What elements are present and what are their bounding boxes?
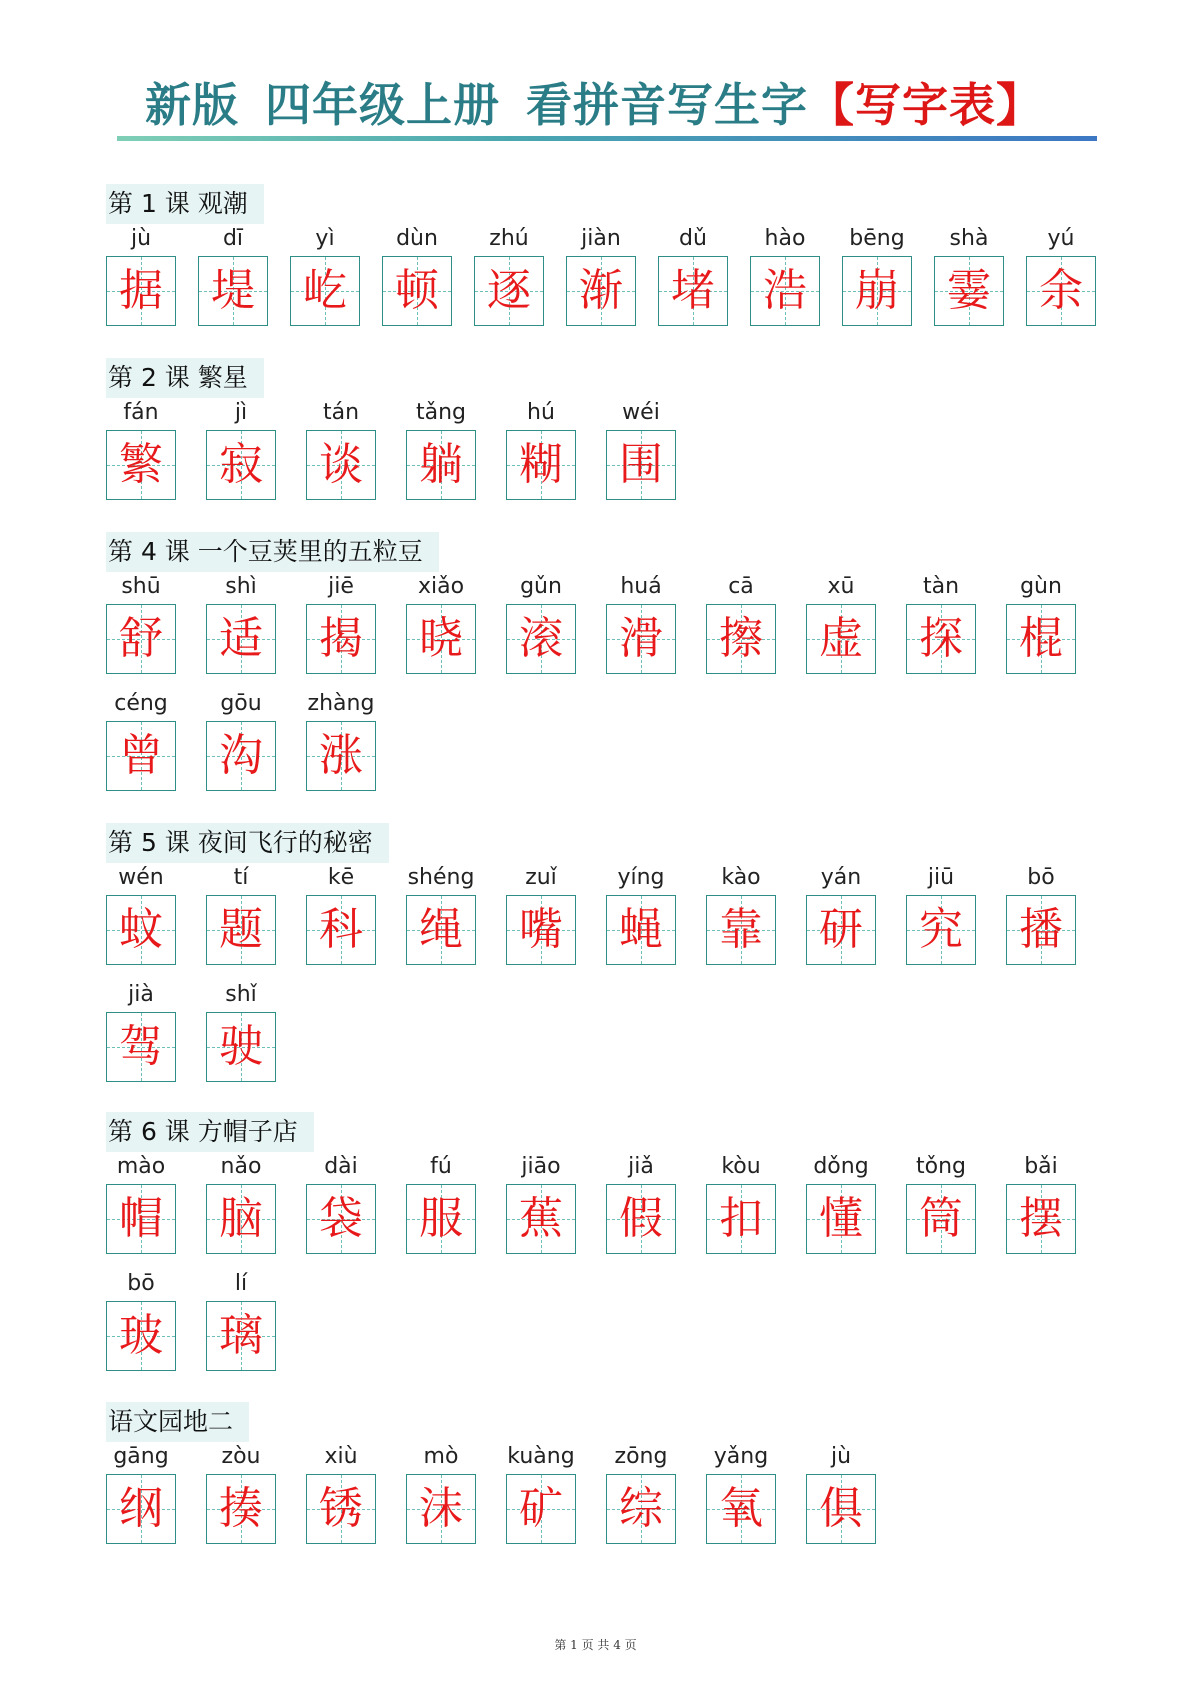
lesson-title: 第 4 课 一个豆荚里的五粒豆 xyxy=(106,532,439,572)
page-number: 第 1 页 共 4 页 xyxy=(554,1638,637,1652)
hanzi-character: 驾 xyxy=(119,1021,163,1072)
pinyin-label: jiū xyxy=(927,865,955,890)
lesson-section-4 xyxy=(106,532,1063,789)
pinyin-label: wén xyxy=(118,865,164,890)
char-grid xyxy=(106,863,1063,1080)
lesson-title: 第 1 课 观潮 xyxy=(106,184,264,224)
char-grid xyxy=(106,398,663,498)
hanzi-character: 逐 xyxy=(487,265,531,316)
hanzi-character: 适 xyxy=(219,613,263,664)
hanzi-character: 锈 xyxy=(319,1483,363,1534)
char-cell xyxy=(842,224,912,326)
pinyin-label: jiē xyxy=(328,574,354,599)
tianzige-box xyxy=(206,1184,276,1254)
hanzi-character: 寂 xyxy=(219,439,263,490)
hanzi-character: 余 xyxy=(1039,265,1083,316)
pinyin-label: dài xyxy=(324,1154,358,1179)
pinyin-label: yǎng xyxy=(713,1444,769,1469)
tianzige-box xyxy=(906,895,976,965)
pinyin-label: xiǎo xyxy=(417,574,465,599)
hanzi-character: 综 xyxy=(619,1483,663,1534)
tianzige-box xyxy=(206,604,276,674)
char-cell xyxy=(906,1152,976,1254)
pinyin-label: lí xyxy=(234,1271,248,1296)
pinyin-label: dǔ xyxy=(679,226,707,251)
hanzi-character: 懂 xyxy=(819,1193,863,1244)
hanzi-character: 玻 xyxy=(119,1310,163,1361)
char-cell xyxy=(806,1442,876,1544)
tianzige-box xyxy=(1026,256,1096,326)
char-cell xyxy=(706,572,776,674)
hanzi-character: 躺 xyxy=(419,439,463,490)
pinyin-label: jiàn xyxy=(581,226,621,251)
hanzi-character: 纲 xyxy=(119,1483,163,1534)
lesson-title: 语文园地二 xyxy=(106,1402,249,1442)
pinyin-label: gōu xyxy=(220,691,262,716)
title-subject: 看拼音写生字 xyxy=(526,78,808,132)
char-cell xyxy=(206,863,276,965)
char-cell xyxy=(406,398,476,500)
pinyin-label: shà xyxy=(949,226,989,251)
tianzige-box xyxy=(206,1301,276,1371)
pinyin-label: hào xyxy=(764,226,806,251)
tianzige-box xyxy=(506,1474,576,1544)
hanzi-character: 曾 xyxy=(119,730,163,781)
hanzi-character: 涨 xyxy=(319,730,363,781)
tianzige-box xyxy=(406,430,476,500)
hanzi-character: 蝇 xyxy=(619,904,663,955)
pinyin-label: zhàng xyxy=(307,691,375,716)
pinyin-label: yú xyxy=(1047,226,1075,251)
tianzige-box xyxy=(606,1474,676,1544)
char-cell xyxy=(106,689,176,791)
char-cell xyxy=(382,224,452,326)
char-cell xyxy=(706,863,776,965)
char-grid xyxy=(106,1152,1063,1369)
pinyin-label: zòu xyxy=(221,1444,261,1469)
pinyin-label: gùn xyxy=(1020,574,1062,599)
char-cell xyxy=(306,1152,376,1254)
tianzige-box xyxy=(406,895,476,965)
hanzi-character: 服 xyxy=(419,1193,463,1244)
char-cell xyxy=(206,1269,276,1371)
tianzige-box xyxy=(306,895,376,965)
tianzige-box xyxy=(1006,895,1076,965)
tianzige-box xyxy=(198,256,268,326)
hanzi-character: 帽 xyxy=(119,1193,163,1244)
hanzi-character: 棍 xyxy=(1019,613,1063,664)
tianzige-box xyxy=(206,721,276,791)
hanzi-character: 氧 xyxy=(719,1483,763,1534)
hanzi-character: 揭 xyxy=(319,613,363,664)
hanzi-character: 蚊 xyxy=(119,904,163,955)
hanzi-character: 靠 xyxy=(719,904,763,955)
hanzi-character: 探 xyxy=(919,613,963,664)
char-cell xyxy=(206,572,276,674)
pinyin-label: nǎo xyxy=(220,1154,262,1179)
tianzige-box xyxy=(706,1474,776,1544)
tianzige-box xyxy=(306,721,376,791)
char-cell xyxy=(106,1152,176,1254)
pinyin-label: shì xyxy=(225,574,257,599)
hanzi-character: 假 xyxy=(619,1193,663,1244)
tianzige-box xyxy=(1006,604,1076,674)
hanzi-character: 堵 xyxy=(671,265,715,316)
char-cell xyxy=(658,224,728,326)
tianzige-box xyxy=(806,604,876,674)
tianzige-box xyxy=(406,1184,476,1254)
pinyin-label: yíng xyxy=(617,865,665,890)
pinyin-label: bēng xyxy=(849,226,905,251)
tianzige-box xyxy=(106,1012,176,1082)
char-cell xyxy=(506,863,576,965)
hanzi-character: 糊 xyxy=(519,439,563,490)
tianzige-box xyxy=(606,430,676,500)
char-cell xyxy=(906,572,976,674)
char-cell xyxy=(506,572,576,674)
hanzi-character: 究 xyxy=(919,904,963,955)
char-cell xyxy=(206,1442,276,1544)
char-cell xyxy=(474,224,544,326)
char-cell xyxy=(706,1442,776,1544)
tianzige-box xyxy=(658,256,728,326)
char-grid xyxy=(106,572,1063,789)
pinyin-label: gāng xyxy=(113,1444,169,1469)
pinyin-label: shū xyxy=(121,574,161,599)
pinyin-label: fán xyxy=(123,400,159,425)
char-cell xyxy=(506,398,576,500)
pinyin-label: zuǐ xyxy=(525,865,557,890)
hanzi-character: 璃 xyxy=(219,1310,263,1361)
hanzi-character: 袋 xyxy=(319,1193,363,1244)
tianzige-box xyxy=(106,604,176,674)
pinyin-label: yán xyxy=(820,865,862,890)
hanzi-character: 据 xyxy=(119,265,163,316)
pinyin-label: jiāo xyxy=(521,1154,561,1179)
pinyin-label: bō xyxy=(1027,865,1055,890)
char-cell xyxy=(934,224,1004,326)
tianzige-box xyxy=(306,430,376,500)
pinyin-label: wéi xyxy=(622,400,660,425)
tianzige-box xyxy=(1006,1184,1076,1254)
char-cell xyxy=(1006,863,1076,965)
hanzi-character: 研 xyxy=(819,904,863,955)
pinyin-label: dī xyxy=(222,226,244,251)
pinyin-label: fú xyxy=(430,1154,452,1179)
char-cell xyxy=(106,1269,176,1371)
tianzige-box xyxy=(206,430,276,500)
title-grade: 四年级上册 xyxy=(265,78,500,132)
char-cell xyxy=(206,398,276,500)
pinyin-label: jiǎ xyxy=(628,1154,654,1179)
hanzi-character: 虚 xyxy=(819,613,863,664)
hanzi-character: 科 xyxy=(319,904,363,955)
pinyin-label: shéng xyxy=(407,865,475,890)
hanzi-character: 嘴 xyxy=(519,904,563,955)
hanzi-character: 揍 xyxy=(219,1483,263,1534)
tianzige-box xyxy=(934,256,1004,326)
tianzige-box xyxy=(806,1184,876,1254)
char-cell xyxy=(806,1152,876,1254)
hanzi-character: 围 xyxy=(619,439,663,490)
char-grid xyxy=(106,1442,863,1542)
char-cell xyxy=(606,863,676,965)
hanzi-character: 浩 xyxy=(763,265,807,316)
title-tag: 【写字表】 xyxy=(808,78,1043,132)
char-cell xyxy=(1006,572,1076,674)
hanzi-character: 堤 xyxy=(211,265,255,316)
tianzige-box xyxy=(842,256,912,326)
char-cell xyxy=(106,980,176,1082)
title-edition: 新版 xyxy=(145,78,239,132)
char-cell xyxy=(606,1442,676,1544)
hanzi-character: 擦 xyxy=(719,613,763,664)
tianzige-box xyxy=(706,895,776,965)
hanzi-character: 沟 xyxy=(219,730,263,781)
char-cell xyxy=(506,1442,576,1544)
char-cell xyxy=(306,572,376,674)
tianzige-box xyxy=(406,604,476,674)
pinyin-label: mào xyxy=(116,1154,166,1179)
page-title xyxy=(145,72,1043,138)
tianzige-box xyxy=(706,1184,776,1254)
hanzi-character: 播 xyxy=(1019,904,1063,955)
tianzige-box xyxy=(750,256,820,326)
hanzi-character: 繁 xyxy=(119,439,163,490)
hanzi-character: 晓 xyxy=(419,613,463,664)
char-cell xyxy=(606,1152,676,1254)
char-cell xyxy=(290,224,360,326)
char-cell xyxy=(206,1152,276,1254)
pinyin-label: gǔn xyxy=(520,574,562,599)
char-cell xyxy=(106,224,176,326)
char-cell xyxy=(306,1442,376,1544)
tianzige-box xyxy=(306,1184,376,1254)
hanzi-character: 谈 xyxy=(319,439,363,490)
tianzige-box xyxy=(506,430,576,500)
lesson-section-6 xyxy=(106,1112,1063,1369)
tianzige-box xyxy=(382,256,452,326)
char-cell xyxy=(706,1152,776,1254)
tianzige-box xyxy=(906,604,976,674)
char-cell xyxy=(206,980,276,1082)
pinyin-label: kào xyxy=(721,865,761,890)
pinyin-label: cā xyxy=(728,574,754,599)
char-cell xyxy=(306,689,376,791)
char-cell xyxy=(1026,224,1096,326)
tianzige-box xyxy=(206,895,276,965)
char-cell xyxy=(750,224,820,326)
hanzi-character: 蕉 xyxy=(519,1193,563,1244)
hanzi-character: 滑 xyxy=(619,613,663,664)
tianzige-box xyxy=(106,895,176,965)
lesson-title: 第 6 课 方帽子店 xyxy=(106,1112,314,1152)
tianzige-box xyxy=(306,1474,376,1544)
char-cell xyxy=(806,572,876,674)
pinyin-label: kē xyxy=(327,865,355,890)
char-cell xyxy=(906,863,976,965)
char-cell xyxy=(506,1152,576,1254)
pinyin-label: shǐ xyxy=(225,982,257,1007)
pinyin-label: yì xyxy=(315,226,335,251)
pinyin-label: céng xyxy=(114,691,168,716)
pinyin-label: tǒng xyxy=(916,1154,966,1179)
pinyin-label: hú xyxy=(527,400,555,425)
char-cell xyxy=(1006,1152,1076,1254)
tianzige-box xyxy=(566,256,636,326)
tianzige-box xyxy=(106,256,176,326)
title-underline xyxy=(117,136,1097,141)
pinyin-label: zhú xyxy=(489,226,529,251)
pinyin-label: tí xyxy=(233,865,249,890)
char-cell xyxy=(106,1442,176,1544)
tianzige-box xyxy=(106,1184,176,1254)
pinyin-label: jì xyxy=(234,400,248,425)
hanzi-character: 题 xyxy=(219,904,263,955)
hanzi-character: 崩 xyxy=(855,265,899,316)
tianzige-box xyxy=(606,1184,676,1254)
pinyin-label: tǎng xyxy=(415,400,466,425)
char-cell xyxy=(106,572,176,674)
char-cell xyxy=(198,224,268,326)
pinyin-label: dǒng xyxy=(813,1154,869,1179)
hanzi-character: 扣 xyxy=(719,1193,763,1244)
hanzi-character: 绳 xyxy=(419,904,463,955)
lesson-title: 第 5 课 夜间飞行的秘密 xyxy=(106,823,389,863)
lesson-section-1 xyxy=(106,184,1083,324)
char-cell xyxy=(406,1152,476,1254)
tianzige-box xyxy=(106,721,176,791)
pinyin-label: bǎi xyxy=(1024,1154,1058,1179)
pinyin-label: jià xyxy=(128,982,154,1007)
hanzi-character: 俱 xyxy=(819,1483,863,1534)
char-cell xyxy=(306,398,376,500)
char-cell xyxy=(406,572,476,674)
tianzige-box xyxy=(206,1474,276,1544)
tianzige-box xyxy=(506,1184,576,1254)
pinyin-label: dùn xyxy=(396,226,438,251)
char-cell xyxy=(306,863,376,965)
hanzi-character: 矿 xyxy=(519,1483,563,1534)
tianzige-box xyxy=(206,1012,276,1082)
char-cell xyxy=(106,863,176,965)
tianzige-box xyxy=(474,256,544,326)
hanzi-character: 顿 xyxy=(395,265,439,316)
tianzige-box xyxy=(706,604,776,674)
hanzi-character: 脑 xyxy=(219,1193,263,1244)
tianzige-box xyxy=(106,430,176,500)
pinyin-label: tán xyxy=(322,400,360,425)
char-grid xyxy=(106,224,1083,324)
tianzige-box xyxy=(606,895,676,965)
char-cell xyxy=(566,224,636,326)
char-cell xyxy=(606,398,676,500)
pinyin-label: bō xyxy=(127,1271,155,1296)
pinyin-label: jù xyxy=(830,1444,852,1469)
lesson-title: 第 2 课 繁星 xyxy=(106,358,264,398)
hanzi-character: 摆 xyxy=(1019,1193,1063,1244)
tianzige-box xyxy=(406,1474,476,1544)
tianzige-box xyxy=(606,604,676,674)
tianzige-box xyxy=(306,604,376,674)
page-header xyxy=(117,72,1097,152)
lesson-section-2 xyxy=(106,358,663,498)
char-cell xyxy=(406,1442,476,1544)
lesson-section-garden xyxy=(106,1402,863,1542)
hanzi-character: 驶 xyxy=(219,1021,263,1072)
tianzige-box xyxy=(906,1184,976,1254)
char-cell xyxy=(806,863,876,965)
lesson-section-5 xyxy=(106,823,1063,1080)
hanzi-character: 筒 xyxy=(919,1193,963,1244)
hanzi-character: 屹 xyxy=(303,265,347,316)
char-cell xyxy=(606,572,676,674)
char-cell xyxy=(206,689,276,791)
char-cell xyxy=(106,398,176,500)
tianzige-box xyxy=(290,256,360,326)
hanzi-character: 舒 xyxy=(119,613,163,664)
tianzige-box xyxy=(506,604,576,674)
hanzi-character: 霎 xyxy=(947,265,991,316)
pinyin-label: jù xyxy=(130,226,152,251)
pinyin-label: xū xyxy=(827,574,855,599)
hanzi-character: 滚 xyxy=(519,613,563,664)
pinyin-label: tàn xyxy=(922,574,960,599)
tianzige-box xyxy=(806,895,876,965)
hanzi-character: 渐 xyxy=(579,265,623,316)
pinyin-label: huá xyxy=(620,574,662,599)
tianzige-box xyxy=(806,1474,876,1544)
pinyin-label: kòu xyxy=(721,1154,761,1179)
tianzige-box xyxy=(506,895,576,965)
pinyin-label: mò xyxy=(423,1444,459,1469)
tianzige-box xyxy=(106,1301,176,1371)
char-cell xyxy=(406,863,476,965)
pinyin-label: xiù xyxy=(324,1444,358,1469)
pinyin-label: kuàng xyxy=(507,1444,575,1469)
tianzige-box xyxy=(106,1474,176,1544)
hanzi-character: 沫 xyxy=(419,1483,463,1534)
pinyin-label: zōng xyxy=(614,1444,668,1469)
